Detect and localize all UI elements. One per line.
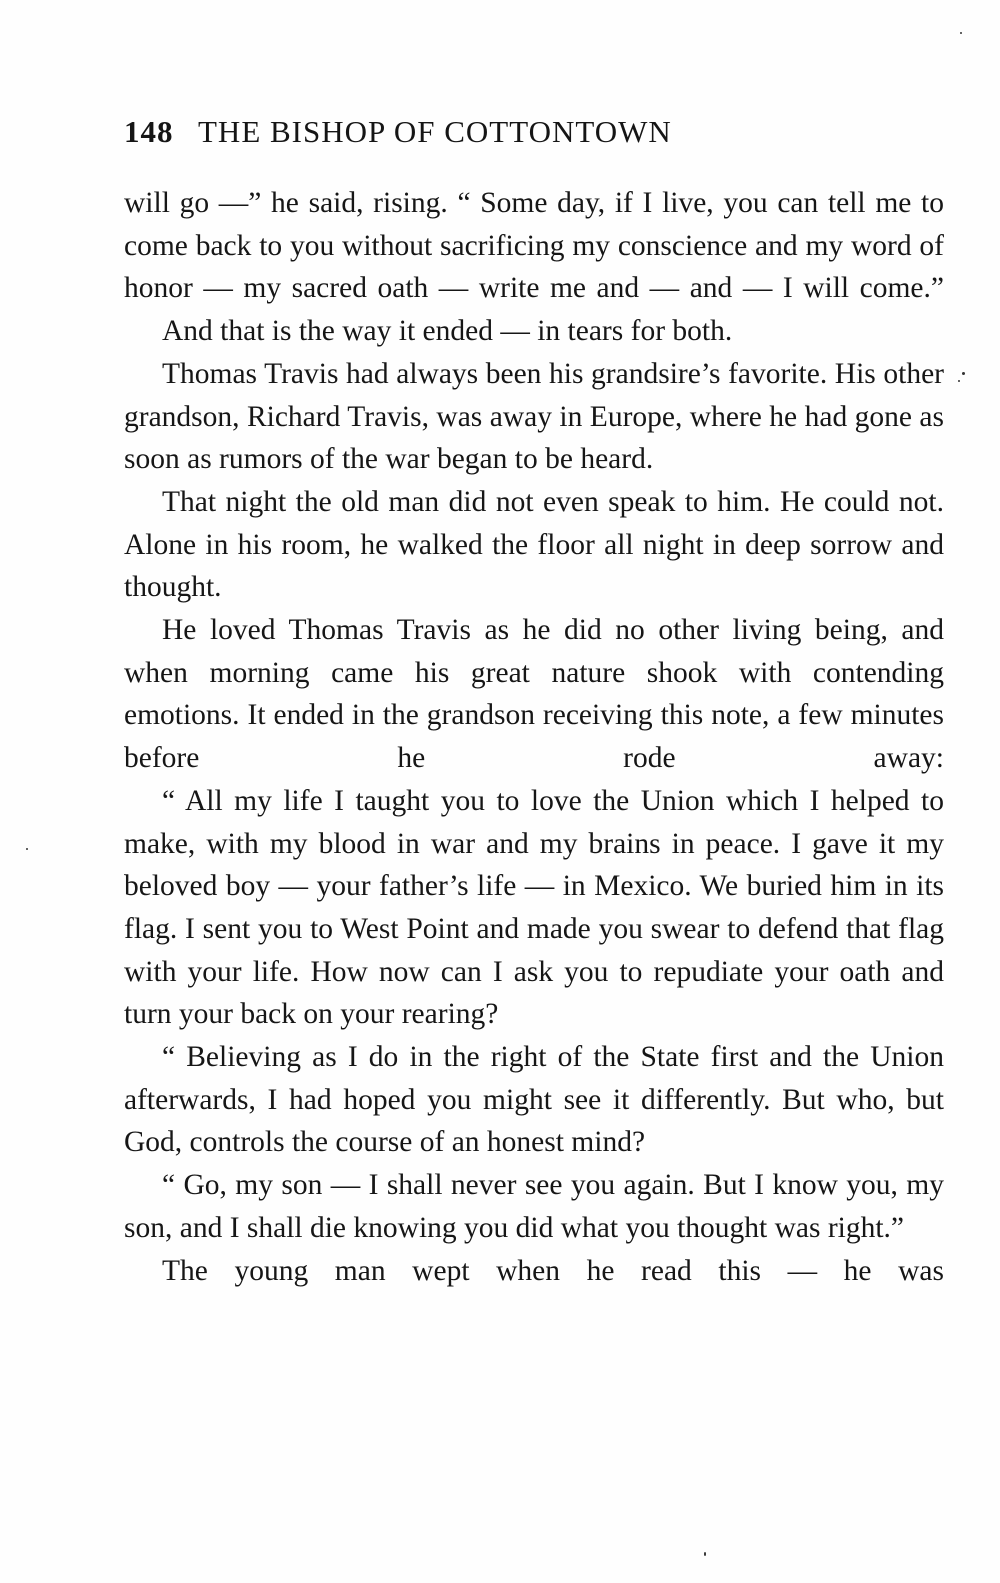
scan-speck [962, 372, 965, 375]
paragraph: And that is the way it ended — in tears for both. [162, 315, 733, 348]
scan-speck [704, 1552, 706, 1556]
page-number: 148 [124, 114, 174, 149]
scan-speck [26, 848, 28, 850]
paragraph: Thomas Travis had always been his grandsire’s favorite. His other grandson, Richard Travis, was away in Europe, where he had gone as soon as rumors of the war began to be heard. [124, 357, 944, 476]
paragraph: The young man wept when he read this — he was [162, 1254, 944, 1287]
paragraph: He loved Thomas Travis as he did no other living being, and when morning came his great nature shook with contending emotions. It ended in the grandson receiving this note, a few minutes before he rode away: [124, 614, 944, 775]
paragraph: That night the old man did not even speak to him. He could not. Alone in his room, he walked the floor all night in deep sorrow and thought. [124, 485, 944, 604]
page-header [124, 114, 944, 150]
scan-speck [960, 32, 962, 34]
paragraph: “ All my life I taught you to love the Union which I helped to make, with my blood in war and my brains in peace. I gave it my beloved boy — your father’s life — in Mexico. We buried him in its flag. I sent you to West Point and made you swear to defend that flag with your life. How now can I ask you to repudiate your oath and turn your back on your rearing? [124, 784, 944, 1031]
scan-speck [958, 380, 960, 382]
paragraph: “ Go, my son — I shall never see you again. But I know you, my son, and I shall die knowing you did what you thought was right.” [124, 1169, 944, 1244]
body-text [124, 182, 944, 1292]
paragraph: will go —” he said, rising. “ Some day, if I live, you can tell me to come back to you without sacrificing my conscience and my word of honor — my sacred oath — write me and — and — I will come.” [124, 187, 944, 305]
running-title: THE BISHOP OF COTTONTOWN [198, 114, 672, 149]
paragraph: “ Believing as I do in the right of the State first and the Union afterwards, I had hoped you might see it differently. But who, but God, controls the course of an honest mind? [124, 1041, 944, 1159]
